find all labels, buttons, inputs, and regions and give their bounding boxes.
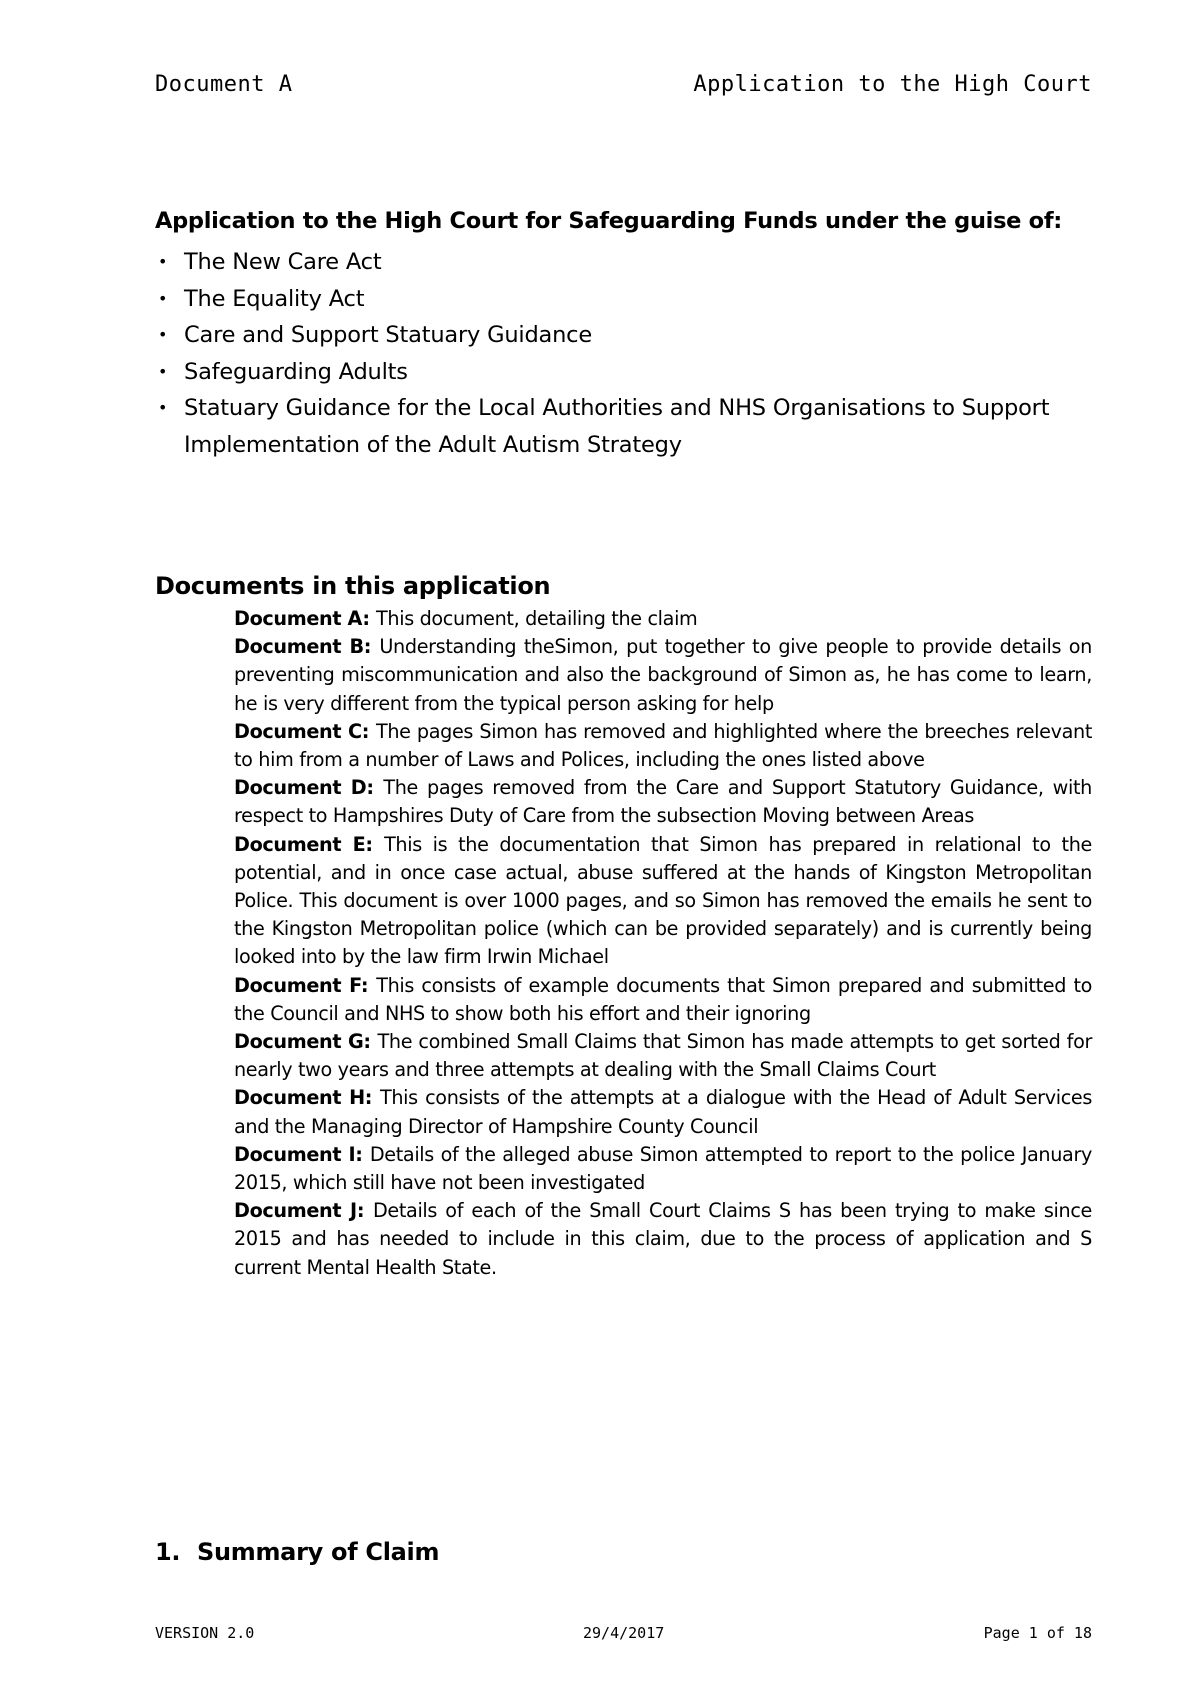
document-label: Document J	[234, 1199, 357, 1223]
document-description: The pages removed from the Care and Support Statutory Guidance, with respect to Hampshires Duty of Care from the subsection Moving between Areas	[234, 776, 1092, 828]
list-item	[155, 354, 1105, 391]
footer-version: VERSION 2.0	[155, 1624, 255, 1642]
header-document-id: Document A	[155, 72, 293, 97]
document-label: Document A	[234, 607, 363, 630]
document-label: Document C	[234, 719, 362, 743]
list-item	[155, 390, 1105, 463]
act-name: Safeguarding Adults	[184, 358, 408, 385]
acts-list	[155, 244, 1105, 463]
document-entry: Document D: The pages removed from the Care and Support Statutory Guidance, with respect to Hampshires Duty of Care from the subsection Moving between Areas	[234, 776, 1092, 828]
application-title: Application to the High Court for Safeguarding Funds under the guise of:	[155, 208, 1063, 234]
documents-list	[234, 605, 1092, 1282]
act-name: Statuary Guidance for the Local Authorities and NHS Organisations to Support Implementation of the Adult Autism Strategy	[184, 395, 1050, 458]
footer-date: 29/4/2017	[583, 1624, 665, 1642]
document-entry: Document A: This document, detailing the claim	[234, 607, 698, 630]
document-description: The combined Small Claims that Simon has made attempts to get sorted for nearly two years and three attempts at dealing with the Small Claims Court	[234, 1030, 1093, 1082]
document-label: Document B	[234, 635, 364, 659]
section-title: Summary of Claim	[197, 1538, 440, 1566]
document-description: This is the documentation that Simon has prepared in relational to the potential, and in once case actual, abuse suffered at the hands of Kingston Metropolitan Police. This document is over 1000 pages, and so Simon has removed the emails he sent to the Kingston Metropolitan police (which can be provided separately) and is currently being looked into by the law firm Irwin Michael	[234, 832, 1092, 969]
document-label: Document F	[234, 973, 361, 997]
act-name: Care and Support Statuary Guidance	[184, 322, 592, 348]
document-label: Document H	[234, 1086, 365, 1110]
bullet-icon: •	[158, 325, 168, 344]
document-entry: Document B: Understanding theSimon, put together to give people to provide details on preventing miscommunication and also the background of Simon as, he has come to learn, he is very different from the typical person asking for help	[234, 635, 1092, 715]
document-description: Understanding theSimon, put together to give people to provide details on preventing miscommunication and also the background of Simon as, he has come to learn, he is very different from the typical person asking for help	[234, 635, 1092, 715]
summary-heading	[155, 1538, 439, 1566]
document-description: This consists of example documents that Simon prepared and submitted to the Council and NHS to show both his effort and their ignoring	[234, 973, 1093, 1025]
list-item	[155, 244, 1105, 281]
document-label: Document E	[234, 832, 366, 856]
document-label: Document G	[234, 1030, 364, 1054]
act-name: The Equality Act	[184, 285, 365, 312]
list-item	[155, 317, 1105, 354]
document-entry: Document J: Details of each of the Small Court Claims S has been trying to make since 2015 and has needed to include in this claim, due to the process of application and S current Mental Health State.	[234, 1199, 1092, 1279]
documents-heading: Documents in this application	[155, 572, 551, 600]
document-description: Details of each of the Small Court Claims S has been trying to make since 2015 and has needed to include in this claim, due to the process of application and S current Mental Health State.	[234, 1199, 1092, 1279]
act-name: The New Care Act	[184, 249, 382, 275]
list-item	[155, 281, 1105, 318]
footer-page-number: Page 1 of 18	[983, 1624, 1092, 1642]
document-label: Document D	[234, 776, 367, 800]
document-entry: Document G: The combined Small Claims that Simon has made attempts to get sorted for nearly two years and three attempts at dealing with the Small Claims Court	[234, 1030, 1093, 1082]
header-document-title: Application to the High Court	[693, 72, 1092, 97]
document-description: This consists of the attempts at a dialogue with the Head of Adult Services and the Managing Director of Hampshire County Council	[234, 1086, 1092, 1138]
document-description: This document, detailing the claim	[376, 607, 698, 630]
bullet-icon: •	[158, 361, 168, 381]
document-entry: Document F: This consists of example documents that Simon prepared and submitted to the Council and NHS to show both his effort and their ignoring	[234, 973, 1093, 1025]
document-description: The pages Simon has removed and highlighted where the breeches relevant to him from a number of Laws and Polices, including the ones listed above	[234, 719, 1092, 772]
bullet-icon: •	[158, 398, 168, 417]
bullet-icon: •	[158, 252, 168, 271]
document-entry: Document I: Details of the alleged abuse Simon attempted to report to the police January 2015, which still have not been investigated	[234, 1142, 1092, 1195]
document-entry: Document H: This consists of the attempts at a dialogue with the Head of Adult Services and the Managing Director of Hampshire County Council	[234, 1086, 1092, 1138]
bullet-icon: •	[158, 288, 168, 308]
document-description: Details of the alleged abuse Simon attempted to report to the police January 2015, which still have not been investigated	[234, 1142, 1092, 1195]
section-number: 1.	[155, 1538, 181, 1566]
document-label: Document I	[234, 1142, 356, 1166]
document-entry: Document E: This is the documentation that Simon has prepared in relational to the potential, and in once case actual, abuse suffered at the hands of Kingston Metropolitan Police. This document is over 1000 pages, and so Simon has removed the emails he sent to the Kingston Metropolitan police (which can be provided separately) and is currently being looked into by the law firm Irwin Michael	[234, 832, 1092, 969]
document-entry: Document C: The pages Simon has removed and highlighted where the breeches relevant to him from a number of Laws and Polices, including the ones listed above	[234, 719, 1092, 772]
